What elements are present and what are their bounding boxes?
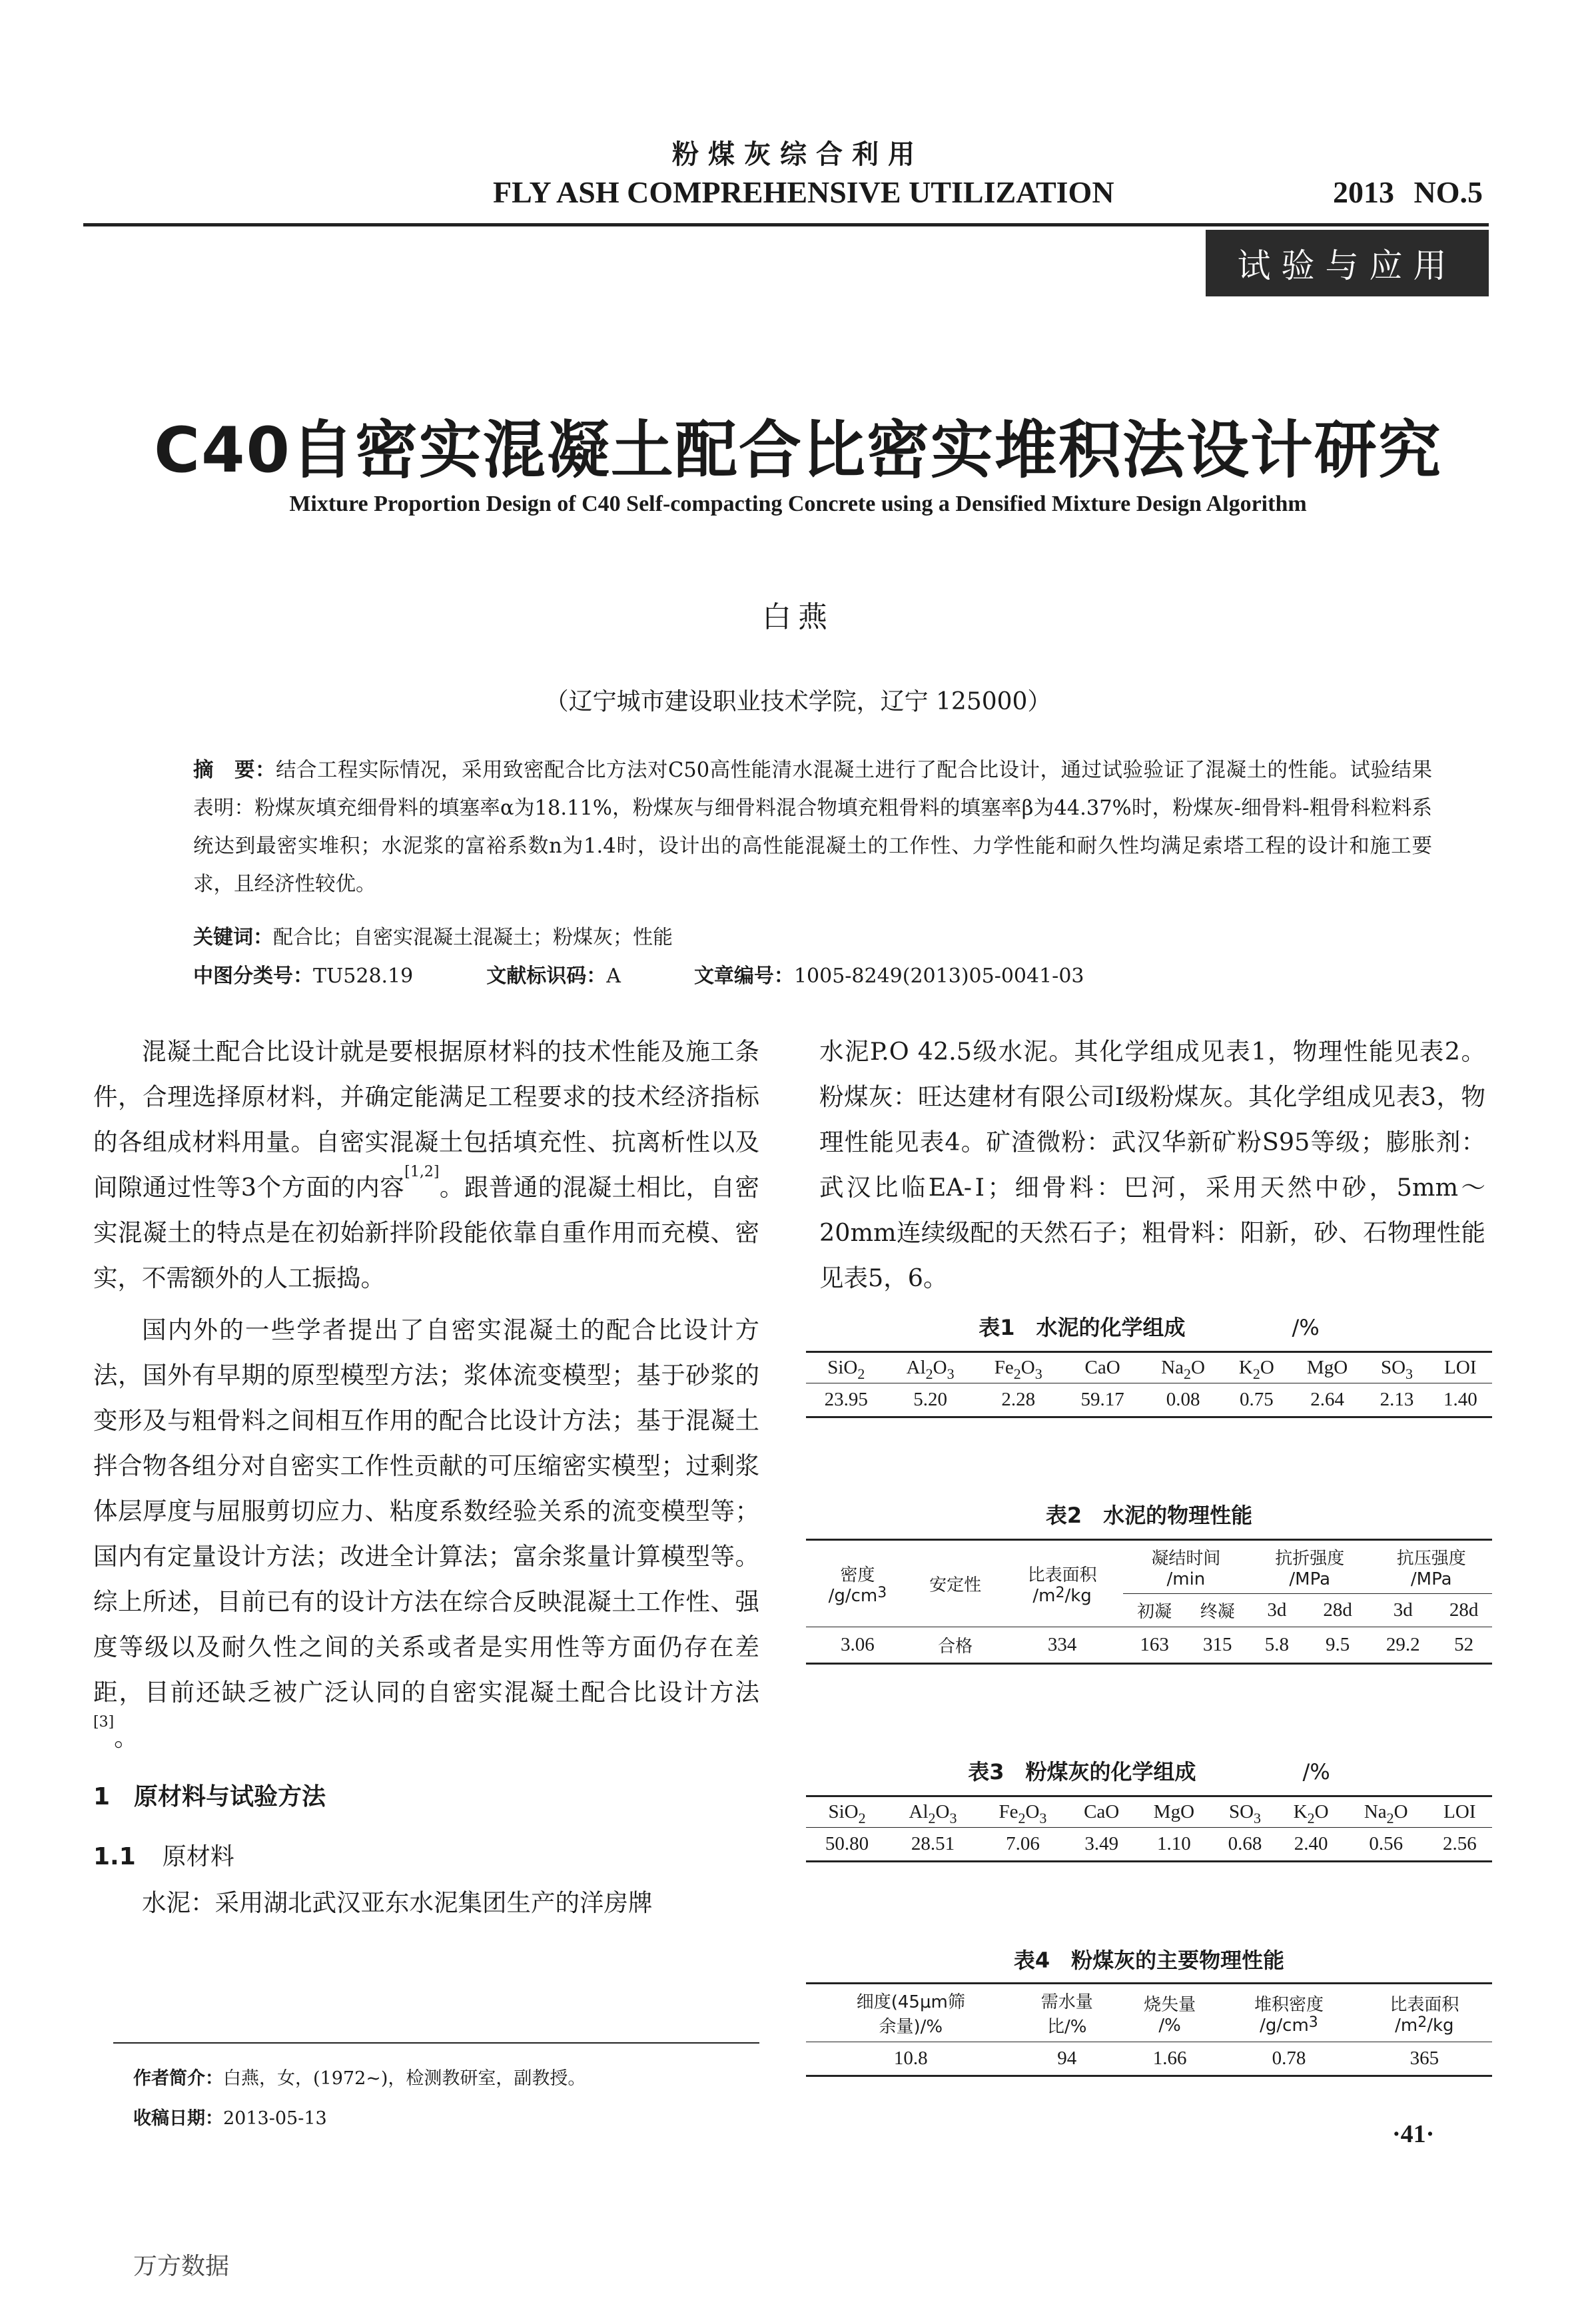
table1-header-6: MgO xyxy=(1290,1352,1366,1383)
table1-header-0: SiO$_2$ xyxy=(806,1352,887,1383)
table4-cell-2: 1.66 xyxy=(1118,2042,1221,2076)
table2-cell-2: 334 xyxy=(1001,1627,1122,1664)
table2-cell-3: 163 xyxy=(1123,1627,1186,1664)
table3-cell-6: 2.40 xyxy=(1278,1828,1345,1862)
journal-name-cn: 粉煤灰综合利用 xyxy=(672,139,924,170)
header-divider xyxy=(83,223,1489,226)
table2-cell-7: 29.2 xyxy=(1370,1627,1435,1664)
table2-cell-6: 9.5 xyxy=(1305,1627,1371,1664)
keywords-label: 关键词： xyxy=(193,926,273,949)
table3-cell-3: 3.49 xyxy=(1068,1828,1136,1862)
article-title-cn: C40自密实混凝土配合比密实堆积法设计研究 xyxy=(154,414,1442,487)
footnote-divider xyxy=(113,2042,759,2044)
table1-cement-chemistry xyxy=(806,1351,1492,1418)
table3-header-8: LOI xyxy=(1427,1796,1492,1828)
author-name: 白燕 xyxy=(762,600,834,634)
table3-cell-8: 2.56 xyxy=(1427,1828,1492,1862)
table2-cell-5: 5.8 xyxy=(1249,1627,1305,1664)
table1-header-2: $Fe_2O_3$ xyxy=(975,1352,1062,1383)
received-date: 收稿日期：2013-05-13 xyxy=(133,2108,327,2129)
table3-header-1: $Al_2O_3$ xyxy=(888,1796,978,1828)
citation-ref: [3] xyxy=(93,1714,115,1731)
table4-flyash-physical: 细度(45μm筛 余量)/% 需水量 比/% 烧失量 /% 堆积密度 $/g/cm^3$ 比表面积 $/m^2/kg$ 10.8 94 1.66 0.78 365 xyxy=(806,1982,1492,2077)
paragraph-materials: 水泥：采用湖北武汉亚东水泥集团生产的洋房牌 xyxy=(142,1888,653,1917)
section-heading: 1 原材料与试验方法 xyxy=(93,1783,326,1810)
table3-header-4: MgO xyxy=(1135,1796,1212,1828)
paragraph-intro: 混凝土配合比设计就是要根据原材料的技术性能及施工条件，合理选择原材料，并确定能满足工程要求的技术经济指标的各组成材料用量。自密实混凝土包括填充性、抗离析性以及间隙通过性等3个方面的内容[1,2]。跟普通的混凝土相比，自密实混凝土的特点是在初始新拌阶段能依靠自重作用而充模、密实，不需额外的人工振捣。 xyxy=(93,1037,759,1292)
table3-cell-0: 50.80 xyxy=(806,1828,888,1862)
table3-header-5: $SO_3$ xyxy=(1212,1796,1277,1828)
table4-cell-3: 0.78 xyxy=(1221,2042,1356,2076)
table3-cell-4: 1.10 xyxy=(1135,1828,1212,1862)
table3-flyash-chemistry xyxy=(806,1795,1492,1862)
table2-cement-physical: 密度 $/g/cm^3$ 安定性 比表面积 $/m^2/kg$ 凝结时间 /min 抗折强度 /MPa 抗压强度 /MPa 初凝 终凝 3d 28d 3d 28d 3.06 合格 334 163 315 5.8 9.5 29.2 52 xyxy=(806,1539,1492,1665)
table1-cell-0: 23.95 xyxy=(806,1383,887,1417)
body-left-column xyxy=(93,1029,759,1932)
table2-cell-1: 合格 xyxy=(909,1627,1002,1664)
table1-header-1: $Al_2O_3$ xyxy=(887,1352,975,1383)
table1-cell-5: 0.75 xyxy=(1224,1383,1290,1417)
article-no-label: 文章编号： xyxy=(693,964,794,988)
database-watermark: 万方数据 xyxy=(133,2253,230,2280)
table4-cell-1: 94 xyxy=(1016,2042,1118,2076)
table3-header-6: $K_2O$ xyxy=(1278,1796,1345,1828)
article-title-en: Mixture Proportion Design of C40 Self-compacting Concrete using a Densified Mixture Design Algorithm xyxy=(289,492,1307,516)
table2-cell-4: 315 xyxy=(1186,1627,1249,1664)
table3-title: 表3 粉煤灰的化学组成 /% xyxy=(968,1759,1330,1784)
table3-cell-5: 0.68 xyxy=(1212,1828,1277,1862)
page-number: ·41· xyxy=(1392,2120,1435,2148)
table3-header-0: SiO$_2$ xyxy=(806,1796,888,1828)
table3-header-7: $Na_2O$ xyxy=(1345,1796,1427,1828)
clc-label: 中图分类号： xyxy=(193,964,313,988)
author-bio: 作者简介：白燕，女，(1972~)，检测教研室，副教授。 xyxy=(133,2068,586,2089)
table3-cell-1: 28.51 xyxy=(888,1828,978,1862)
keywords-line xyxy=(193,921,673,950)
table1-header-7: $SO_3$ xyxy=(1365,1352,1428,1383)
table1-cell-4: 0.08 xyxy=(1142,1383,1223,1417)
table1-title: 表1 水泥的化学组成 /% xyxy=(979,1315,1320,1340)
table3-header-3: CaO xyxy=(1068,1796,1136,1828)
table1-cell-6: 2.64 xyxy=(1290,1383,1366,1417)
table3-cell-2: 7.06 xyxy=(978,1828,1068,1862)
paragraph-materials-cont: 水泥P.O 42.5级水泥。其化学组成见表1，物理性能见表2。粉煤灰：旺达建材有限公司Ⅰ级粉煤灰。其化学组成见表3，物理性能见表4。矿渣微粉：武汉华新矿粉S95等级；膨胀剂：武汉比临EA-Ⅰ；细骨料：巴河，采用天然中砂，5mm～20mm连续级配的天然石子；粗骨料：阳新，砂、石物理性能见表5，6。 xyxy=(819,1037,1485,1292)
table1-cell-8: 1.40 xyxy=(1429,1383,1492,1417)
table1-header-5: $K_2O$ xyxy=(1224,1352,1290,1383)
table1-cell-3: 59.17 xyxy=(1062,1383,1143,1417)
journal-name-en: FLY ASH COMPREHENSIVE UTILIZATION xyxy=(493,175,1114,209)
table1-cell-7: 2.13 xyxy=(1365,1383,1428,1417)
table1-header-3: CaO xyxy=(1062,1352,1143,1383)
abstract-text: 结合工程实际情况，采用致密配合比方法对C50高性能清水混凝土进行了配合比设计，通过试验验证了混凝土的性能。试验结果表明：粉煤灰填充细骨料的填塞率α为18.11%，粉煤灰与细骨料混合物填充粗骨料的填塞率β为44.37%时，粉煤灰-细骨料-粗骨科粒料系统达到最密实堆积；水泥浆的富裕系数n为1.4时，设计出的高性能混凝土的工作性、力学性能和耐久性均满足索塔工程的设计和施工要求，且经济性较优。 xyxy=(193,759,1432,896)
abstract-label: 摘 要： xyxy=(193,759,276,782)
author-affiliation: （辽宁城市建设职业技术学院，辽宁 125000） xyxy=(544,688,1052,715)
table3-cell-7: 0.56 xyxy=(1345,1828,1427,1862)
classification-line xyxy=(193,959,1259,988)
citation-ref: [1,2] xyxy=(404,1164,440,1180)
abstract xyxy=(193,751,1432,903)
table2-cell-0: 3.06 xyxy=(806,1627,909,1664)
keywords: 配合比；自密实混凝土混凝土；粉煤灰；性能 xyxy=(273,926,673,949)
table4-cell-4: 365 xyxy=(1357,2042,1492,2076)
table1-header-8: LOI xyxy=(1429,1352,1492,1383)
table3-header-2: $Fe_2O_3$ xyxy=(978,1796,1068,1828)
subsection-heading: 1.1 原材料 xyxy=(93,1843,234,1870)
article-no: 1005-8249(2013)05-0041-03 xyxy=(793,964,1084,988)
table4-cell-0: 10.8 xyxy=(806,2042,1016,2076)
table1-cell-1: 5.20 xyxy=(887,1383,975,1417)
body-right-column xyxy=(819,1029,1485,1301)
table1-cell-2: 2.28 xyxy=(975,1383,1062,1417)
table1-header-4: $Na_2O$ xyxy=(1142,1352,1223,1383)
doc-code: A xyxy=(606,964,621,988)
table4-title: 表4 粉煤灰的主要物理性能 xyxy=(1013,1948,1285,1973)
paragraph-review: 国内外的一些学者提出了自密实混凝土的配合比设计方法，国外有早期的原型模型方法；浆体流变模型；基于砂浆的变形及与粗骨料之间相互作用的配合比设计方法；基于混凝土拌合物各组分对自密实工作性贡献的可压缩密实模型；过剩浆体层厚度与屈服剪切应力、粘度系数经验关系的流变模型等；国内有定量设计方法；改进全计算法；富余浆量计算模型等。综上所述，目前已有的设计方法在综合反映混凝土工作性、强度等级以及耐久性之间的关系或者是实用性等方面仍存在差距，目前还缺乏被广泛认同的自密实混凝土配合比设计方法[3]。 xyxy=(93,1316,759,1752)
issue-number: 2013 NO.5 xyxy=(1333,175,1483,209)
table2-cell-8: 52 xyxy=(1435,1627,1492,1664)
doc-code-label: 文献标识码： xyxy=(486,964,607,988)
section-badge: 试验与应用 xyxy=(1206,230,1489,296)
clc-code: TU528.19 xyxy=(313,964,414,988)
table2-title: 表2 水泥的物理性能 xyxy=(1045,1503,1253,1528)
